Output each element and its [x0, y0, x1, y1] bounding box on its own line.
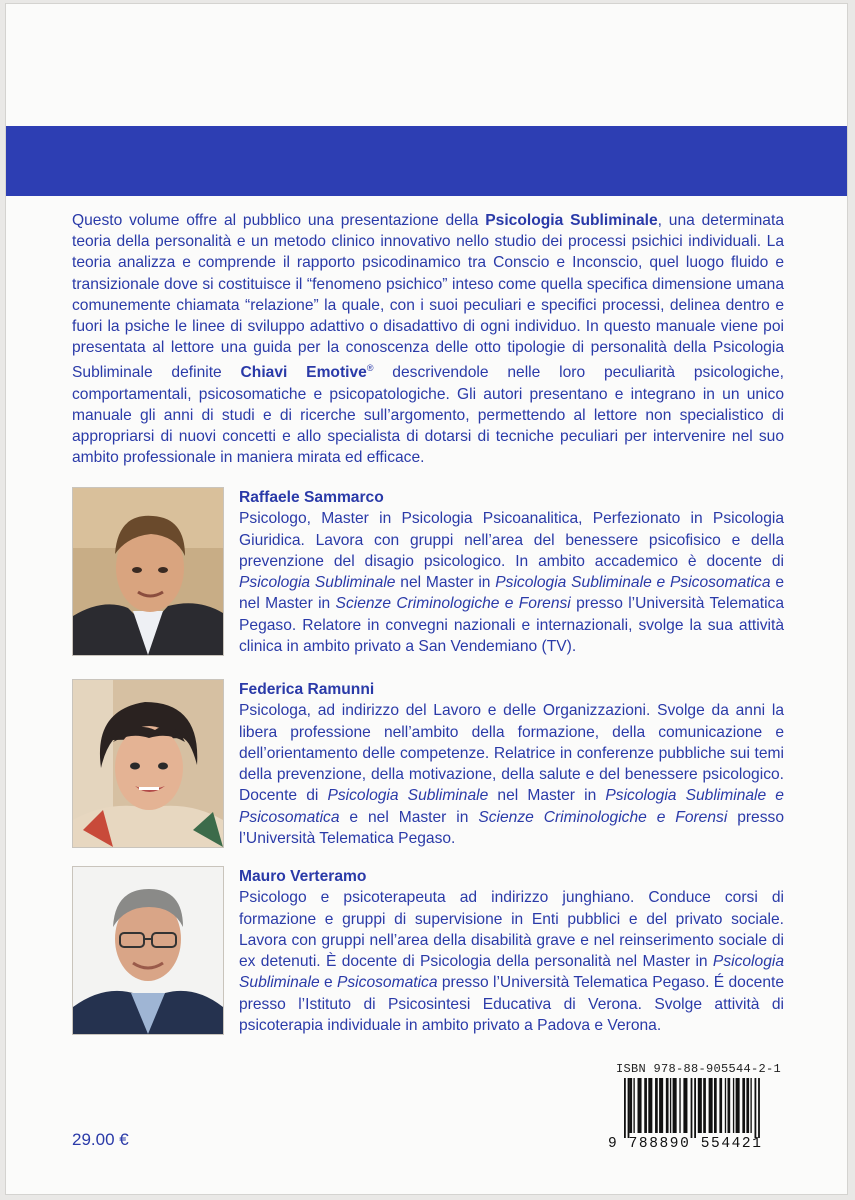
- author-bio-ramunni: Federica Ramunni Psicologa, ad indirizzo del Lavoro e delle Organizzazioni. Svolge da anni la libera professione nell’ambito della formazione, della comunicazione e dell’orientamento delle competenze. Relatrice in conferenze pubbliche sui temi della prevenzione, della motivazione, della salute e del benessere psicologico. Docente di Psicologia Subliminale nel Master in Psicologia Subliminale e Psicosomatica e nel Master in Scienze Criminologiche e Forensi presso l’Università Telematica Pegaso.: [239, 681, 784, 848]
- barcode-bar: [659, 1078, 663, 1133]
- barcode-bar: [670, 1078, 671, 1133]
- barcode-guard-bar: [628, 1078, 630, 1138]
- barcode-bar: [703, 1078, 706, 1133]
- synopsis-paragraph: Questo volume offre al pubblico una presentazione della Psicologia Subliminale, una determinata teoria della personalità e un metodo clinico innovativo nello studio dei processi psichici individuali. La teoria analizza e comprende il rapporto psicodinamico tra Conscio e Inconscio, quel luogo fluido e transizionale dove si costituisce il “fenomeno psichico” inteso come quella specifica dimensione umana comunemente chiamata “relazione” la quale, con i suoi peculiari e specifici processi, delinea dentro e fuori la psiche le linee di sviluppo adattivo o disadattivo di ogni individuo. In questo manuale viene poi presentata al lettore una guida per la conoscenza delle otto tipologie di personalità della Psicologia Subliminale definite Chiavi Emotive® descrivendole nelle loro peculiarità psicologiche, comportamentali, psicosomatiche e psicopatologiche. Gli autori presentano e integrano in un unico manuale gli anni di studi e di ricerche sull’argomento, permettendo al lettore non specialistico di appropriarsi di nuovi concetti e allo specialista di dotarsi di tecniche peculiari per intervenire nel suo ambito professionale in maniera mirata ed efficace.: [72, 212, 785, 467]
- barcode-bar: [728, 1078, 731, 1133]
- barcode-bar: [709, 1078, 713, 1133]
- barcode-bar: [719, 1078, 722, 1133]
- barcode-bar: [736, 1078, 740, 1133]
- barcode-bar: [666, 1078, 669, 1133]
- barcode-bar: [683, 1078, 687, 1133]
- barcode-bar: [679, 1078, 680, 1133]
- barcode-guard-bar: [755, 1078, 757, 1138]
- author-photo-ramunni: [72, 679, 224, 848]
- barcode-bar: [714, 1078, 717, 1133]
- barcode-bar: [698, 1078, 702, 1133]
- barcode-bar: [733, 1078, 734, 1133]
- barcode-bar: [638, 1078, 642, 1133]
- barcode-bar: [742, 1078, 745, 1133]
- barcode-bars: [606, 1078, 838, 1138]
- barcode-bar: [673, 1078, 677, 1133]
- barcode-bar: [644, 1078, 647, 1133]
- author-bio-sammarco: Raffaele Sammarco Psicologo, Master in Psicologia Psicoanalitica, Perfezionato in Psicologia Giuridica. Lavora con gruppi nell’area del benessere psicofisico e della prevenzione del disagio psicologico. In ambito accademico è docente di Psicologia Subliminale nel Master in Psicologia Subliminale e Psicosomatica e nel Master in Scienze Criminologiche e Forensi presso l’Università Telematica Pegaso. Relatore in convegni nazionali e internazionali, svolge la sua attività clinica in ambito privato a San Vendemiano (TV).: [239, 489, 785, 656]
- author-photo-sammarco: [72, 487, 224, 656]
- barcode-guard-bar: [691, 1078, 693, 1138]
- book-back-cover: [6, 4, 847, 1194]
- author-bio-verteramo: Mauro Verteramo Psicologo e psicoterapeuta ad indirizzo junghiano. Conduce corsi di formazione e gruppi di supervisione in Enti pubblici e del privato sociale. Lavora con gruppi nell’area della disabilità grave e nel reinserimento sociale di ex detenuti. È docente di Psicologia della personalità nel Master in Psicologia Subliminale e Psicosomatica presso l’Università Telematica Pegaso. É docente presso l’Istituto di Psicosintesi Educativa di Verona. Svolge attività di psicoterapia individuale in ambito privato a Padova e Verona.: [239, 868, 784, 1035]
- blue-band: [6, 126, 847, 196]
- barcode-guard-bar: [624, 1078, 626, 1138]
- isbn-barcode: [606, 1062, 838, 1157]
- author-photo-verteramo: [72, 866, 224, 1035]
- author-name: Raffaele Sammarco: [239, 489, 384, 506]
- barcode-guard-bar: [758, 1078, 760, 1138]
- barcode-bar: [725, 1078, 726, 1133]
- price-label: 29.00 €: [72, 1130, 129, 1149]
- author-name: Federica Ramunni: [239, 681, 375, 698]
- barcode-digits: 9 788890 554421: [608, 1136, 763, 1152]
- barcode-bar: [750, 1078, 751, 1133]
- isbn-label: ISBN 978-88-905544-2-1: [616, 1062, 782, 1076]
- barcode-guard-bar: [694, 1078, 696, 1138]
- barcode-bar: [746, 1078, 749, 1133]
- barcode-bar: [629, 1078, 632, 1133]
- author-name: Mauro Verteramo: [239, 868, 367, 885]
- barcode-bar: [648, 1078, 652, 1133]
- barcode-bar: [655, 1078, 658, 1133]
- barcode-bar: [633, 1078, 634, 1133]
